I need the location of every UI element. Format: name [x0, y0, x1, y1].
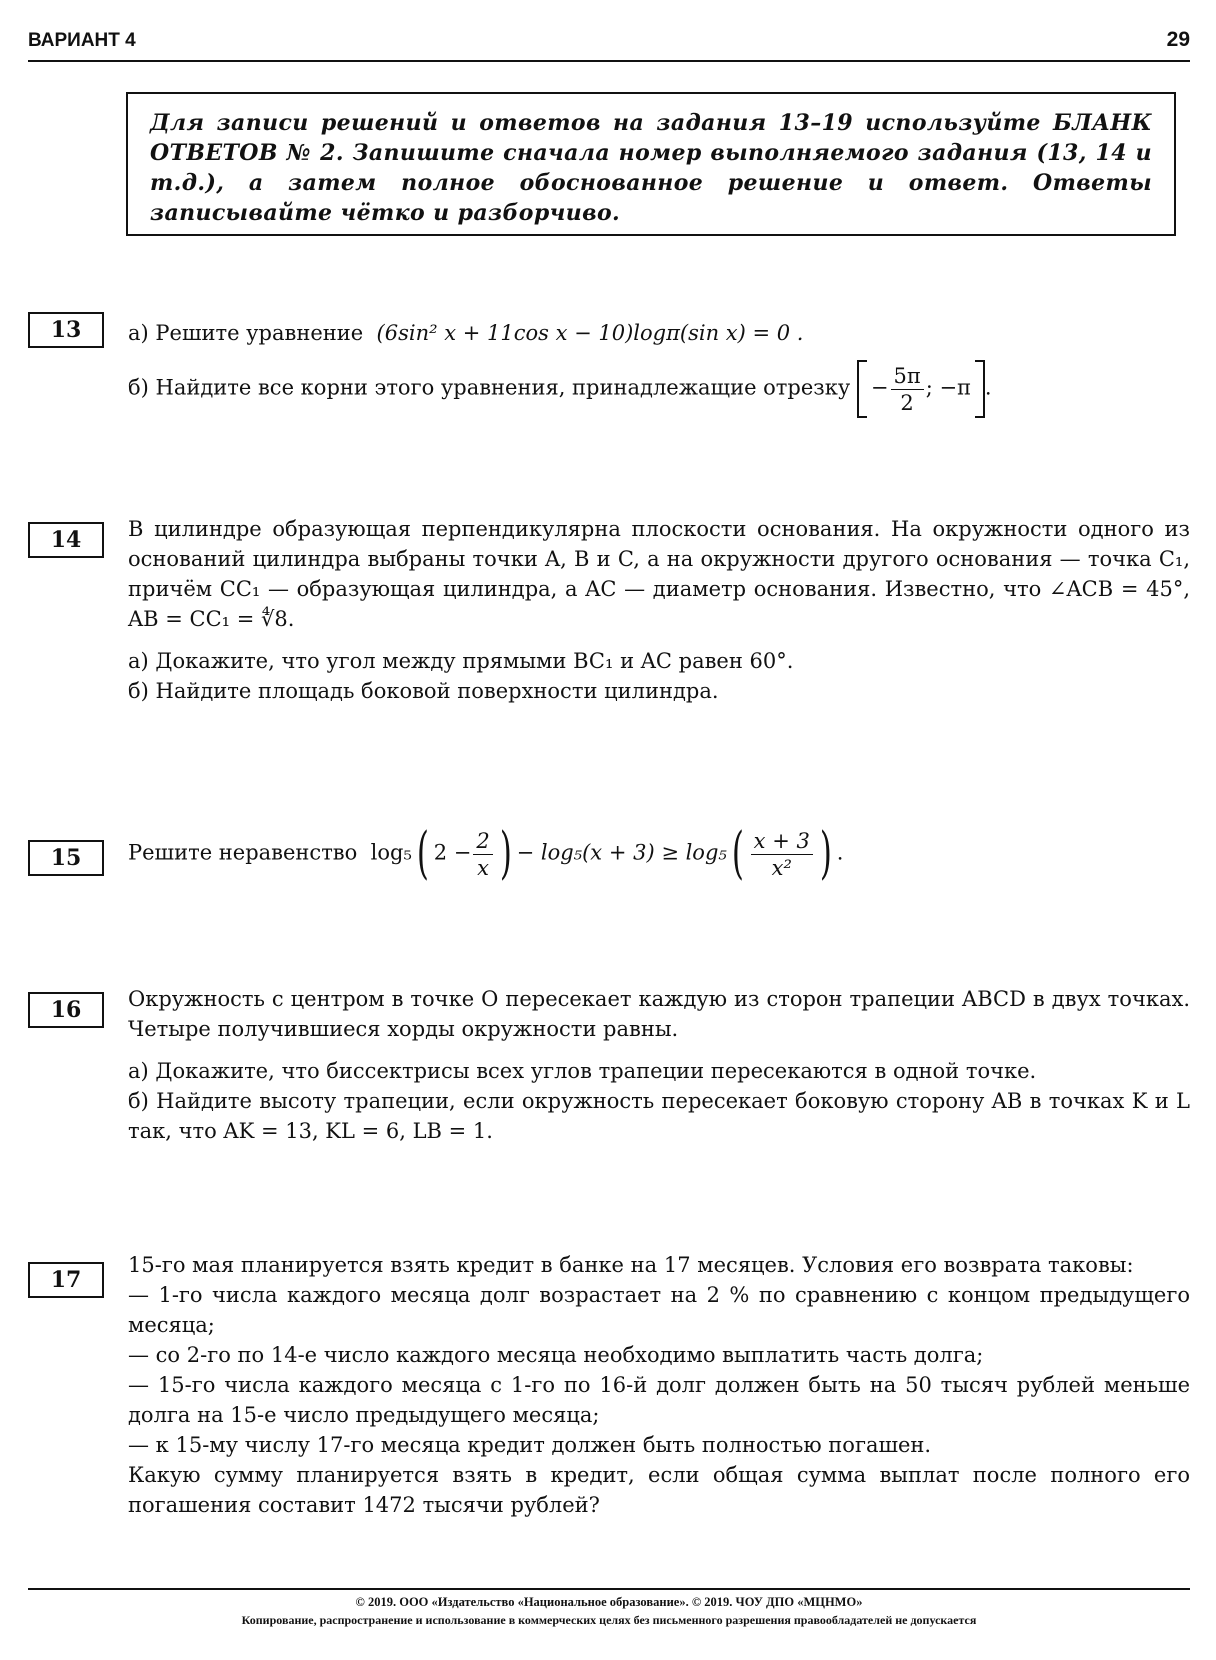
task-17-condition-2: — со 2-го по 14-е число каждого месяца необходимо выплатить часть долга;	[128, 1343, 984, 1367]
task-17-condition-4: — к 15-му числу 17-го месяца кредит должен быть полностью погашен.	[128, 1433, 932, 1457]
task-16-condition: Окружность с центром в точке O пересекает каждую из сторон трапеции ABCD в двух точках. Четыре получившиеся хорды окружности равны.	[128, 987, 1190, 1041]
task-body	[128, 984, 1190, 1146]
task-body	[128, 318, 1190, 418]
task-14-part-a: а) Докажите, что угол между прямыми BC₁ и AC равен 60°.	[128, 649, 794, 673]
task-17-condition-1: — 1-го числа каждого месяца долг возрастает на 2 % по сравнению с концом предыдущего месяца;	[128, 1283, 1190, 1337]
fraction-2-over-x: $\frac{2}{x}$	[473, 828, 492, 881]
interval-right: ; −π	[925, 375, 971, 400]
fraction-x3-over-x2: $\frac{x + 3}{\text{x²}}$	[751, 828, 813, 881]
task-number: 14	[28, 522, 104, 558]
task-13-part-b: б) Найдите все корни этого уравнения, принадлежащие отрезку − $\frac{5\pi}{2}$ ; −π .	[128, 360, 1190, 418]
right-bracket	[975, 360, 985, 418]
task-17-intro: 15-го мая планируется взять кредит в банке на 17 месяцев. Условия его возврата таковы:	[128, 1253, 1134, 1277]
task-16-part-a: а) Докажите, что биссектрисы всех углов трапеции пересекаются в одной точке.	[128, 1059, 1037, 1083]
task-body	[128, 1250, 1190, 1520]
task-17-question: Какую сумму планируется взять в кредит, если общая сумма выплат после полного его погашения составит 1472 тысячи рублей?	[128, 1463, 1190, 1517]
task-13-part-a	[128, 318, 1190, 348]
part-a-label: а) Решите уравнение	[128, 321, 364, 345]
task-body: Решите неравенство log₅( 2 − $\frac{2}{x}$ ) − log₅(x + 3) ≥ log₅( $\frac{x + 3}{\text{x²}}$ ) .	[128, 821, 844, 886]
interval-fraction: $\frac{5\pi}{2}$	[891, 363, 924, 416]
footer-copyright: © 2019. ООО «Издательство «Национальное образование». © 2019. ЧОУ ДПО «МЦНМО»	[355, 1595, 863, 1609]
page-number: 29	[1166, 28, 1190, 51]
task-body	[128, 514, 1190, 706]
footer-divider	[28, 1588, 1190, 1590]
page-header	[28, 26, 1190, 62]
task-14-part-b: б) Найдите площадь боковой поверхности цилиндра.	[128, 679, 719, 703]
task-15-label: Решите неравенство	[128, 840, 358, 865]
part-b-label: б) Найдите все корни этого уравнения, принадлежащие отрезку	[128, 375, 851, 400]
equation: (6sin² x + 11cos x − 10)logπ(sin x) = 0 .	[376, 321, 804, 345]
variant-title: ВАРИАНТ 4	[28, 30, 136, 51]
task-14-condition: В цилиндре образующая перпендикулярна плоскости основания. На окружности одного из оснований цилиндра выбраны точки A, B и C, а на окружности другого основания — точка C₁, причём CC₁ — образующая цилиндра, а AC — диаметр основания. Известно, что ∠ACB = 45°, AB = CC₁ = ∜8.	[128, 517, 1190, 631]
task-number: 15	[28, 840, 104, 876]
task-17-condition-3: — 15-го числа каждого месяца с 1-го по 16-й долг должен быть на 50 тысяч рублей меньше долга на 15-е число предыдущего месяца;	[128, 1373, 1190, 1427]
footer-notice: Копирование, распространение и использование в коммерческих целях без письменного разрешения правообладателей не допускается	[241, 1613, 977, 1627]
instructions-box: Для записи решений и ответов на задания 13–19 используйте БЛАНК ОТВЕТОВ № 2. Запишите сначала номер выполняемого задания (13, 14 и т.д.), а затем полное обоснованное решение и ответ. Ответы записывайте чётко и разборчиво.	[126, 92, 1176, 236]
task-number: 16	[28, 992, 104, 1028]
task-number: 13	[28, 312, 104, 348]
task-16-part-b: б) Найдите высоту трапеции, если окружность пересекает боковую сторону AB в точках K и L так, что AK = 13, KL = 6, LB = 1.	[128, 1089, 1190, 1143]
left-bracket	[857, 360, 867, 418]
task-number: 17	[28, 1262, 104, 1298]
